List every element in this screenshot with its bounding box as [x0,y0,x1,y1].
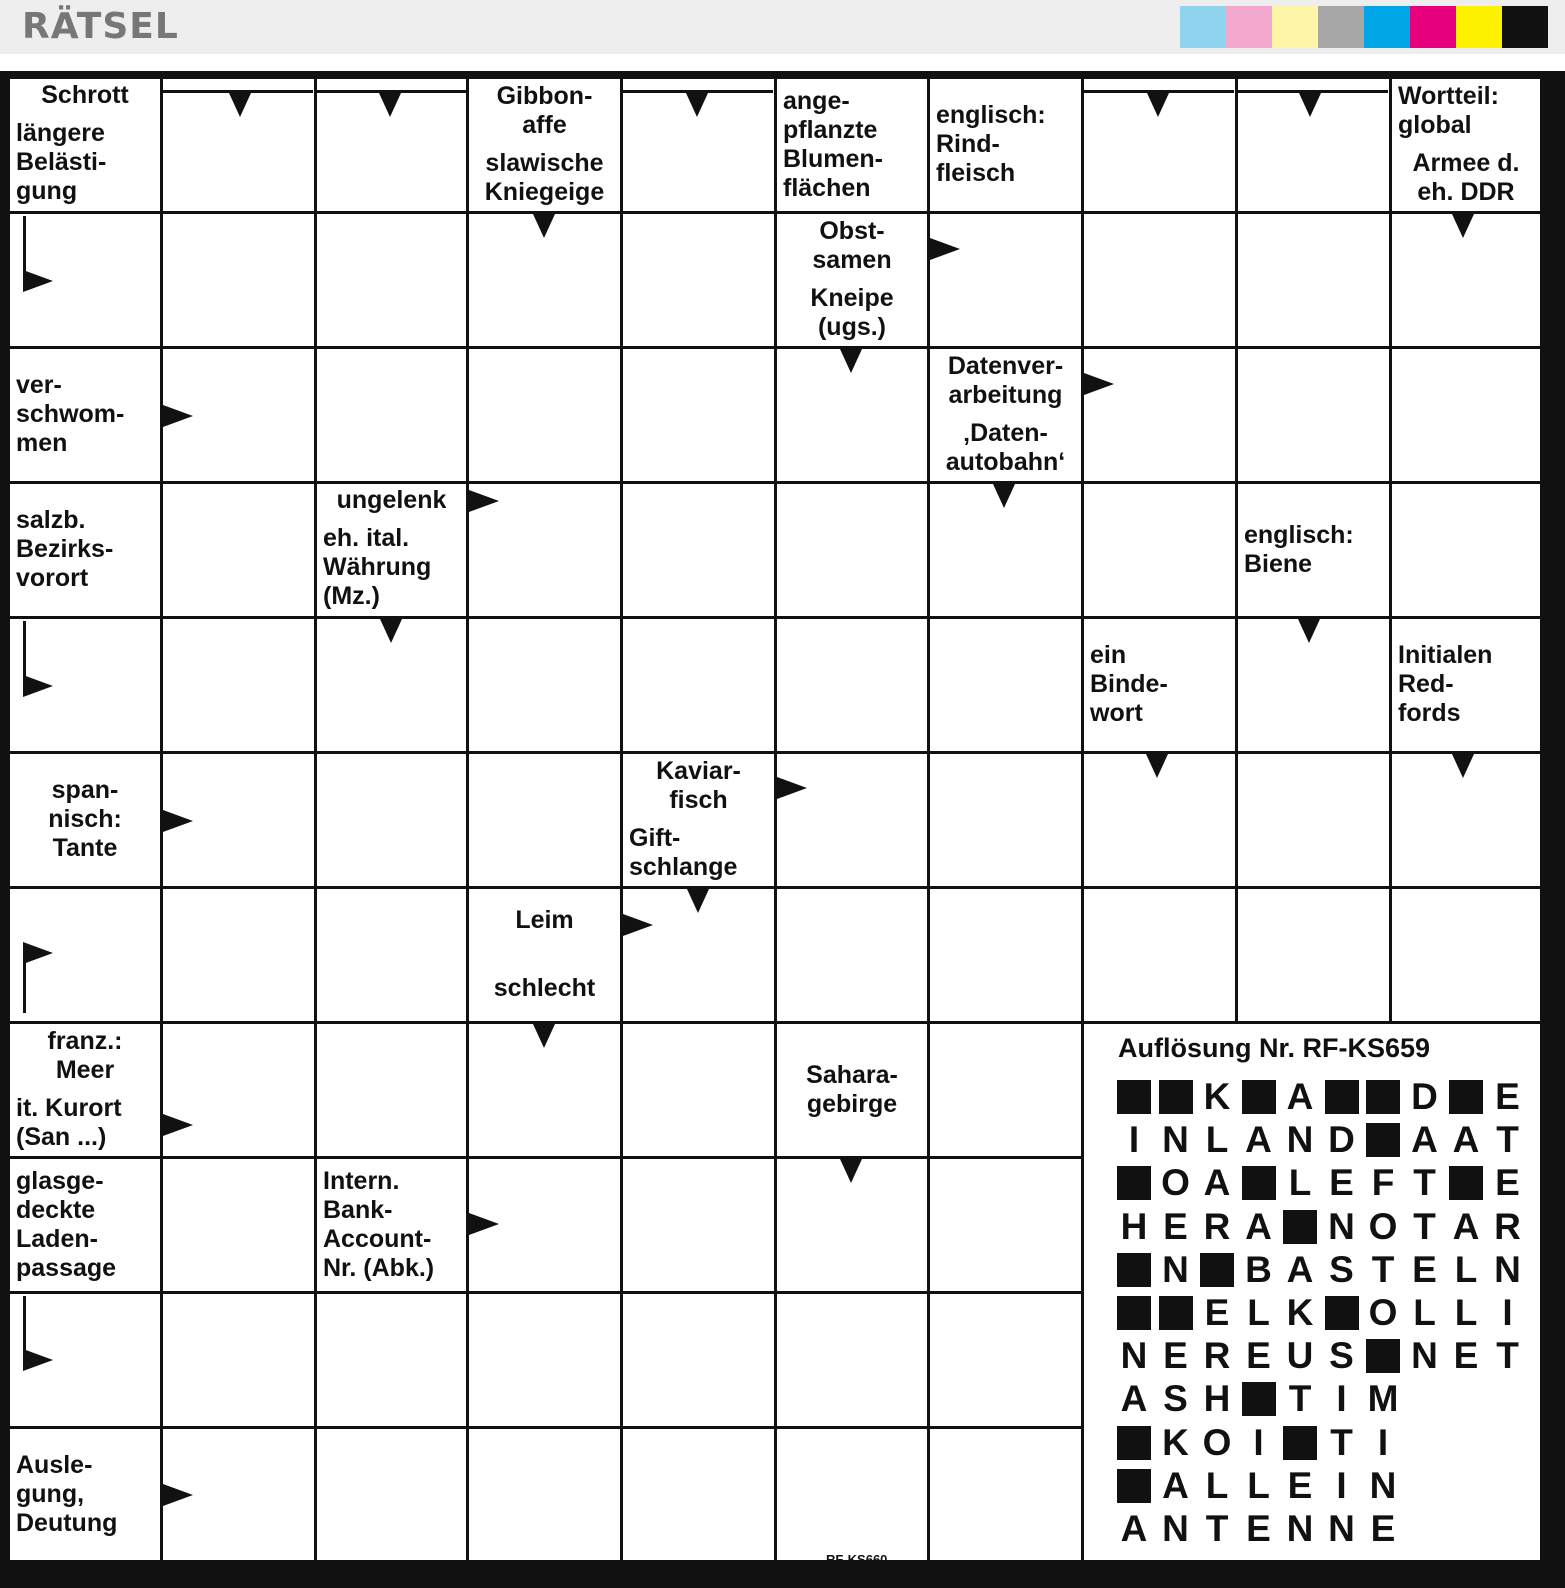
solution-letter: L [1205,1464,1229,1506]
grid-cell[interactable] [623,214,774,346]
solution-black-square [1117,1080,1151,1114]
solution-black-square [1283,1426,1317,1460]
clue-cell: slawische Kniegeige [469,146,620,211]
grid-cell[interactable] [317,889,466,1021]
page-title: RÄTSEL [22,6,179,47]
arrow-right-icon [930,238,960,260]
arrow-down-icon [993,484,1015,508]
solution-black-square [1117,1253,1151,1287]
clue-cell: ange- pflanzte Blumen- flächen [777,79,927,211]
clue-cell: franz.: Meer [10,1024,160,1088]
clue-cell: Kneipe (ugs.) [777,281,927,346]
arrow-right-icon [163,405,193,427]
grid-cell[interactable] [930,754,1081,886]
clue-cell: längere Belästi- gung [10,114,160,211]
solution-letter: T [1413,1162,1436,1204]
grid-cell[interactable] [469,754,620,886]
solution-letter: A [1411,1119,1438,1161]
grid-cell[interactable] [930,1294,1081,1426]
clue-cell: englisch: Biene [1238,484,1389,616]
solution-black-square [1366,1339,1400,1373]
arrow-down-icon [687,889,709,913]
solution-letter: T [1496,1335,1519,1377]
arrow-down-icon [840,349,862,373]
grid-cell[interactable] [930,1429,1081,1560]
solution-black-square [1325,1080,1359,1114]
arrow-right-icon [163,1114,193,1136]
grid-cell[interactable] [1238,214,1389,346]
clue-cell: Kaviar- fisch [623,754,774,818]
solution-letter: A [1203,1162,1231,1204]
grid-cell[interactable] [930,214,1081,346]
solution-letter: N [1369,1464,1397,1506]
arrow-right-icon [23,270,53,292]
grid-cell[interactable] [930,619,1081,751]
arrow-down-icon [533,214,555,238]
solution-black-square [1449,1080,1483,1114]
solution-black-square [1117,1166,1151,1200]
solution-letter: I [1336,1378,1347,1420]
grid-cell[interactable] [317,1024,466,1156]
header-bar [0,0,1565,54]
grid-cell[interactable] [163,1024,314,1156]
solution-letter: N [1494,1248,1521,1290]
solution-letter: S [1329,1335,1354,1377]
solution-letter: E [1163,1335,1188,1377]
solution-letter: N [1286,1119,1314,1161]
solution-letter: E [1412,1248,1437,1290]
grid-cell[interactable] [163,889,314,1021]
grid-cell[interactable] [317,1294,466,1426]
clue-cell: Intern. Bank- Account- Nr. (Abk.) [317,1159,466,1291]
solution-black-square [1449,1166,1483,1200]
solution-letter: L [1454,1248,1478,1290]
arrow-down-icon [840,1159,862,1183]
color-swatch [1364,6,1410,48]
grid-cell[interactable] [163,1159,314,1291]
arrow-down-icon [1147,93,1169,117]
arrow-right-icon [469,1213,499,1235]
grid-cell[interactable] [469,349,620,481]
solution-letter: A [1245,1205,1272,1247]
clue-cell: Leim [469,889,620,953]
grid-cell[interactable] [317,214,466,346]
solution-letter: I [1128,1119,1140,1161]
clue-cell: ‚Daten- autobahn‘ [930,416,1081,481]
solution-letter: R [1203,1335,1231,1377]
solution-letter: L [1413,1292,1436,1333]
crossword-grid [0,71,1565,1588]
color-swatch [1180,6,1226,48]
grid-cell[interactable] [777,1429,927,1560]
color-swatch [1226,6,1272,48]
solution-letter: B [1245,1248,1272,1290]
clue-cell: englisch: Rind- fleisch [930,79,1081,211]
solution-black-square [1117,1426,1151,1460]
solution-letter: E [1204,1292,1230,1333]
solution-letter: A [1286,1076,1314,1117]
grid-cell[interactable] [930,1024,1081,1156]
arrow-right-icon [623,914,653,936]
solution-letter: T [1288,1378,1312,1420]
grid-cell[interactable] [163,214,314,346]
grid-cell[interactable] [930,1159,1081,1291]
solution-letter: N [1411,1335,1438,1377]
solution-black-square [1200,1253,1234,1287]
arrow-down-icon [1298,619,1320,643]
clue-cell: Wortteil: global [1392,79,1540,143]
solution-letter: T [1413,1205,1436,1247]
solution-letter: N [1120,1335,1148,1377]
solution-letter: L [1205,1119,1229,1161]
grid-cell[interactable] [1084,349,1235,481]
solution-letter: T [1205,1508,1229,1549]
clue-cell: it. Kurort (San ...) [10,1091,160,1156]
solution-letter: E [1329,1162,1354,1204]
solution-black-square [1117,1469,1151,1503]
solution-letter: S [1329,1248,1354,1290]
arrow-down-icon [1452,214,1474,238]
grid-cell[interactable] [777,484,927,616]
grid-cell[interactable] [1084,214,1235,346]
solution-black-square [1325,1296,1359,1330]
solution-letter: K [1203,1076,1231,1117]
grid-cell[interactable] [317,1429,466,1560]
arrow-down-icon [1452,754,1474,778]
solution-letter: E [1453,1335,1479,1377]
arrow-down-icon [533,1024,555,1048]
arrow-right-icon [163,810,193,832]
clue-cell: eh. ital. Währung (Mz.) [317,519,466,616]
solution-letter: A [1452,1119,1480,1161]
grid-cell[interactable] [1238,889,1389,1021]
grid-cell[interactable] [777,619,927,751]
color-swatch [1410,6,1456,48]
color-swatch [1272,6,1318,48]
grid-cell[interactable] [623,619,774,751]
solution-letter: T [1330,1421,1353,1463]
arrow-down-icon [379,93,401,117]
clue-cell: Gift- schlange [623,821,774,886]
clue-cell: span- nisch: Tante [10,754,160,886]
solution-black-square [1366,1123,1400,1157]
clue-cell: ver- schwom- men [10,349,160,481]
solution-black-square [1159,1296,1193,1330]
solution-letter: A [1452,1205,1480,1247]
solution-black-square [1242,1166,1276,1200]
solution-black-square [1242,1080,1276,1114]
solution-letter: N [1286,1508,1314,1549]
solution-black-square [1366,1080,1400,1114]
solution-letter: D [1328,1119,1355,1161]
grid-cell[interactable] [163,619,314,751]
solution-letter: E [1246,1508,1271,1549]
grid-cell[interactable] [317,754,466,886]
clue-cell: Armee d. eh. DDR [1392,146,1540,211]
solution-letter: D [1411,1076,1438,1117]
clue-cell: Obst- samen [777,214,927,278]
clue-cell: Initialen Red- fords [1392,619,1540,751]
arrow-down-icon [380,619,402,643]
solution-letter: F [1371,1162,1395,1204]
grid-cell[interactable] [469,1294,620,1426]
solution-letter: A [1286,1248,1314,1290]
grid-cell[interactable] [623,349,774,481]
grid-cell[interactable] [1392,484,1540,616]
solution-title: Auflösung Nr. RF-KS659 [1118,1033,1431,1063]
solution-letter: L [1247,1292,1270,1333]
solution-letter: O [1368,1205,1398,1247]
grid-cell[interactable] [930,889,1081,1021]
arrow-right-icon [1084,373,1114,395]
solution-letter: L [1454,1292,1478,1333]
grid-cell[interactable] [1084,484,1235,616]
solution-letter: R [1494,1205,1521,1247]
clue-cell: ungelenk [317,484,466,516]
solution-letter: K [1286,1292,1314,1333]
solution-letter: R [1203,1205,1231,1247]
grid-cell[interactable] [163,484,314,616]
grid-cell[interactable] [1392,889,1540,1021]
solution-letter: O [1161,1162,1190,1204]
clue-cell: Ausle- gung, Deutung [10,1429,160,1560]
color-calibration-strip [1180,6,1548,48]
grid-cell[interactable] [163,1294,314,1426]
clue-cell: Gibbon- affe [469,79,620,143]
solution-black-square [1117,1296,1151,1330]
solution-letter: N [1162,1119,1189,1161]
solution-letter: T [1371,1248,1395,1290]
clue-cell: ein Binde- wort [1084,619,1235,751]
solution-letter: N [1328,1205,1355,1247]
solution-letter: S [1163,1378,1188,1420]
solution-letter: K [1162,1421,1189,1463]
clue-cell: schlecht [469,956,620,1021]
grid-cell[interactable] [623,1294,774,1426]
solution-letter: L [1247,1464,1270,1506]
grid-cell[interactable] [1084,889,1235,1021]
clue-cell: Schrott [10,79,160,111]
arrow-right-icon [23,675,53,697]
solution-letter: T [1496,1119,1519,1161]
solution-letter: O [1368,1292,1398,1333]
solution-letter: O [1202,1421,1232,1463]
solution-black-square [1242,1382,1276,1416]
solution-letter: I [1336,1464,1347,1506]
solution-black-square [1283,1210,1317,1244]
arrow-right-icon [23,1349,53,1371]
clue-cell: Datenver- arbeitung [930,349,1081,413]
solution-letter: N [1328,1508,1355,1549]
solution-letter: N [1162,1508,1189,1549]
solution-letter: E [1163,1205,1188,1247]
arrow-right-icon [469,490,499,512]
solution-letter: N [1162,1248,1189,1290]
grid-cell[interactable] [623,1429,774,1560]
grid-cell[interactable] [469,619,620,751]
color-swatch [1502,6,1548,48]
grid-cell[interactable] [623,1024,774,1156]
clue-cell: Sahara- gebirge [777,1024,927,1156]
clue-cell: salzb. Bezirks- vorort [10,484,160,616]
clue-cell: glasge- deckte Laden- passage [10,1159,160,1291]
grid-cell[interactable] [623,484,774,616]
arrow-stem [23,1296,26,1351]
arrow-down-icon [229,93,251,117]
arrow-right-icon [23,942,53,964]
grid-cell[interactable] [469,1429,620,1560]
solution-letter: E [1287,1464,1313,1506]
arrow-down-icon [686,93,708,117]
solution-letter: I [1502,1292,1513,1333]
grid-cell[interactable] [777,1294,927,1426]
grid-cell[interactable] [1238,754,1389,886]
grid-cell[interactable] [1238,349,1389,481]
solution-black-square [1159,1080,1193,1114]
solution-letter: E [1370,1508,1396,1549]
solution-letter: E [1495,1076,1520,1117]
solution-letter: E [1246,1335,1271,1377]
color-swatch [1318,6,1364,48]
solution-letter: I [1377,1421,1389,1463]
puzzle-code: RF-KS660 [826,1552,888,1567]
solution-letter: E [1495,1162,1520,1204]
arrow-right-icon [777,777,807,799]
solution-letter: L [1288,1162,1312,1204]
solution-letter: H [1120,1205,1148,1247]
solution-letter: H [1203,1378,1231,1420]
color-swatch [1456,6,1502,48]
grid-cell[interactable] [777,889,927,1021]
grid-cell[interactable] [317,349,466,481]
solution-letter: U [1286,1335,1314,1377]
arrow-down-icon [1299,93,1321,117]
solution-letter: I [1253,1421,1264,1463]
grid-cell[interactable] [1392,349,1540,481]
solution-letter: A [1120,1508,1148,1549]
solution-letter: A [1245,1119,1272,1161]
solution-letter: A [1120,1378,1148,1420]
arrow-right-icon [163,1484,193,1506]
arrow-down-icon [1146,754,1168,778]
grid-cell[interactable] [623,1159,774,1291]
solution-letter: M [1367,1378,1399,1420]
solution-letter: A [1162,1464,1189,1506]
grid-cell[interactable] [777,754,927,886]
